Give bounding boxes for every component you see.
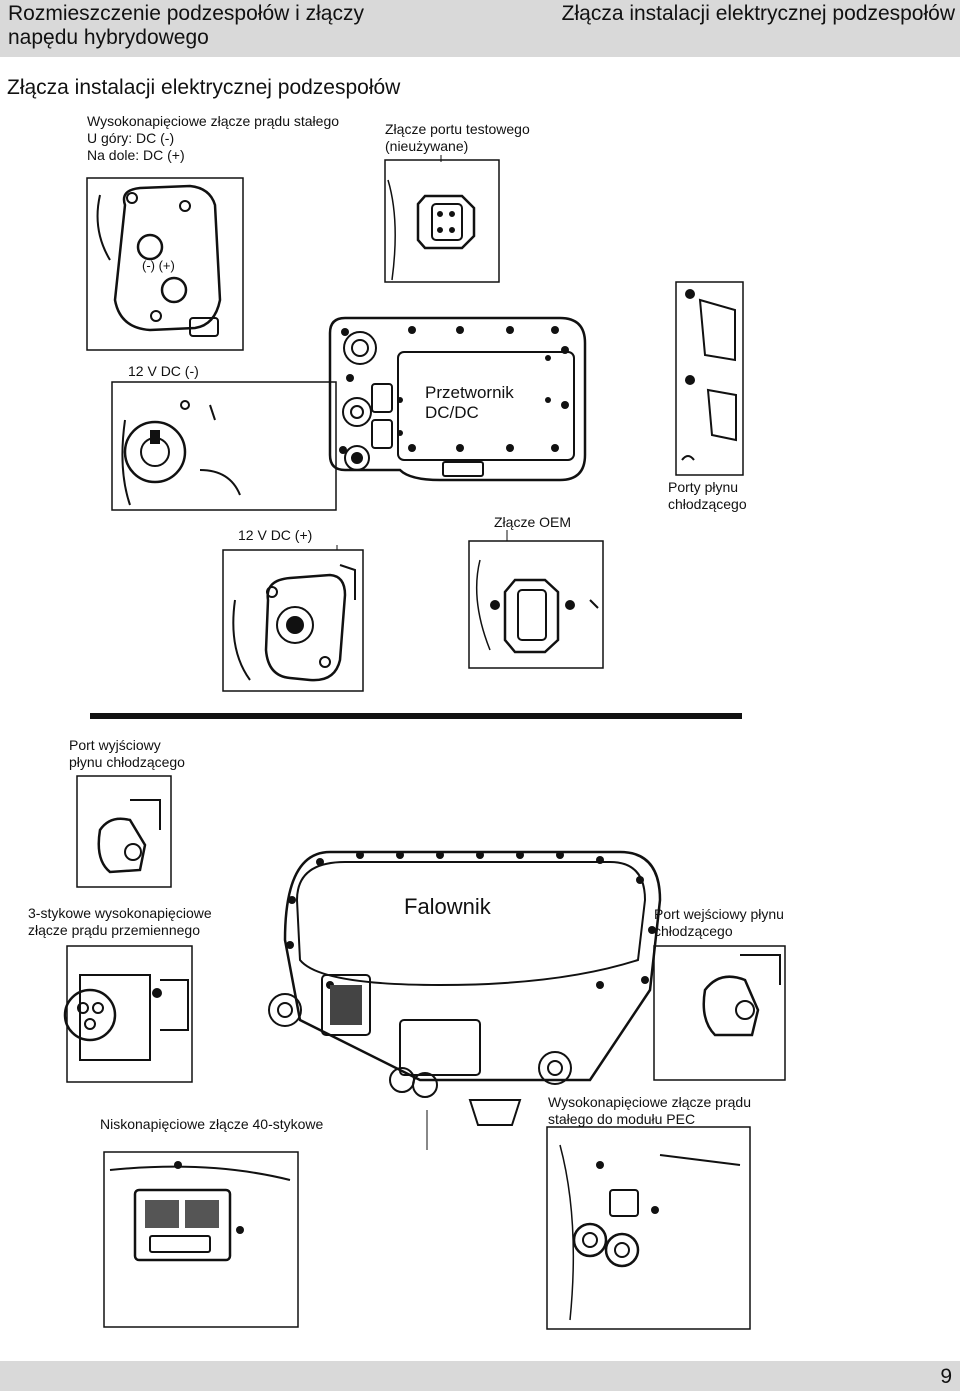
label-ac-connector: 3-stykowe wysokonapięciowe złącze prądu przemiennego — [28, 905, 212, 938]
header-section-title: Złącza instalacji elektrycznej podzespołów — [561, 2, 955, 25]
oem-connector-inset — [469, 541, 603, 668]
label-12v-minus: 12 V DC (-) — [128, 363, 199, 379]
coolant-outlet-inset — [77, 776, 171, 887]
label-test-port: Złącze portu testowego (nieużywane) — [385, 121, 530, 154]
coolant-inlet-inset — [654, 946, 785, 1080]
label-coolant-outlet: Port wyjściowy płynu chłodzącego — [69, 737, 185, 770]
12v-plus-inset — [223, 550, 363, 691]
page-footer — [0, 1361, 960, 1391]
label-polarity: (-) (+) — [142, 258, 175, 273]
pec-connector-inset — [547, 1127, 750, 1329]
page-number: 9 — [940, 1365, 952, 1388]
header-chapter-title: Rozmieszczenie podzespołów i złączy napędu hybrydowego — [8, 2, 364, 49]
ac-connector-inset — [65, 946, 192, 1082]
section-title: Złącza instalacji elektrycznej podzespołów — [7, 76, 401, 99]
label-12v-plus: 12 V DC (+) — [238, 527, 313, 543]
label-inverter: Falownik — [404, 894, 491, 919]
label-pec-connector: Wysokonapięciowe złącze prądu stałego do modułu PEC — [548, 1094, 751, 1127]
inverter-body — [269, 851, 660, 1125]
coolant-ports-inset — [676, 282, 743, 475]
label-hv-dc-connector: Wysokonapięciowe złącze prądu stałego U góry: DC (-) Na dole: DC (+) — [87, 113, 340, 163]
12v-minus-inset — [112, 382, 336, 510]
test-port-inset — [385, 160, 499, 282]
label-lv40-connector: Niskonapięciowe złącze 40-stykowe — [100, 1116, 324, 1132]
label-oem-connector: Złącze OEM — [494, 514, 572, 530]
section-divider — [90, 713, 742, 719]
label-coolant-ports: Porty płynu chłodzącego — [668, 479, 747, 512]
label-coolant-inlet: Port wejściowy płynu chłodzącego — [654, 906, 784, 939]
label-dcdc-converter: Przetwornik DC/DC — [425, 383, 514, 422]
lv40-connector-inset — [104, 1152, 298, 1327]
